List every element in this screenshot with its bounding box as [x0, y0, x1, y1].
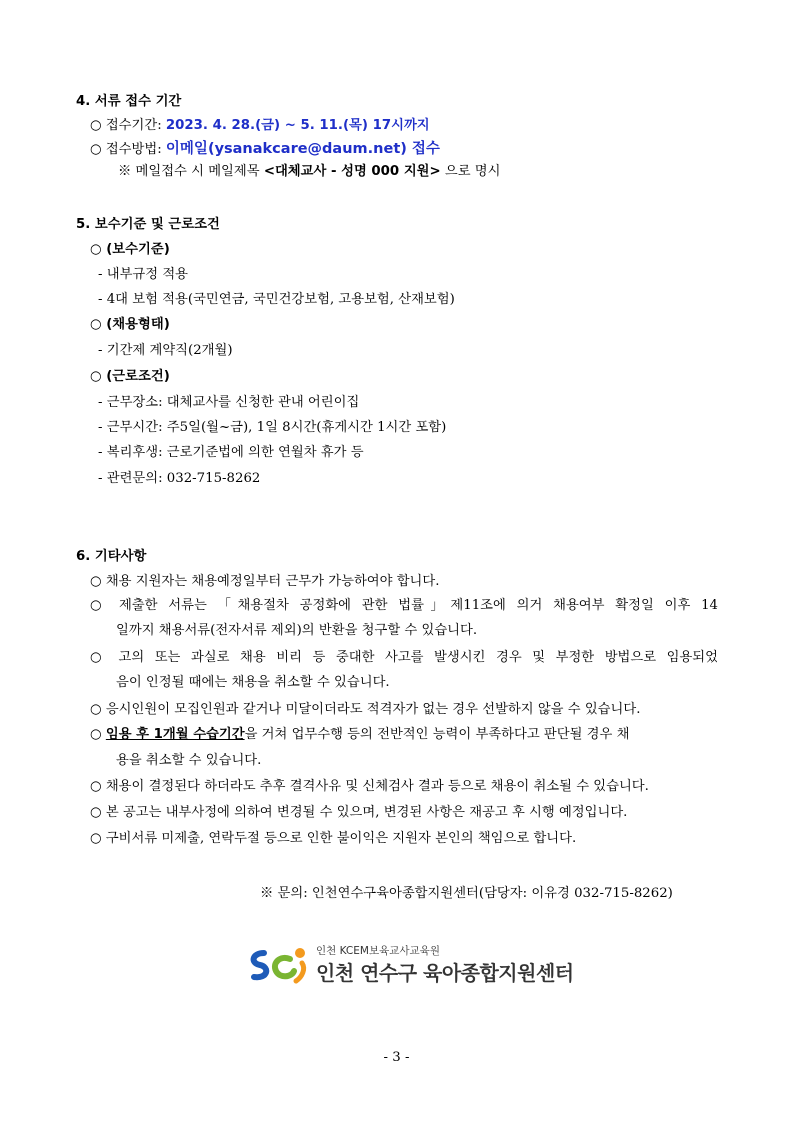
work-item: - 관련문의: 032-715-8262 — [98, 471, 261, 486]
contact-note: ※ 문의: 인천연수구육아종합지원센터(담당자: 이유경 032-715-8262) — [260, 886, 673, 901]
reception-period-label: ○ 접수기간: — [90, 118, 166, 133]
notice-item: ○ 응시인원이 모집인원과 같거나 미달이더라도 적격자가 없는 경우 선발하지 않을 수 있습니다. — [90, 702, 641, 717]
notice-item: ○ 고의 또는 과실로 채용 비리 등 중대한 사고를 발생시킨 경우 및 부정한 방법으로 임용되었 — [90, 650, 718, 665]
notice-item: ○ 구비서류 미제출, 연락두절 등으로 인한 불이익은 지원자 본인의 책임으로 합니다. — [90, 831, 577, 846]
pay-item: - 4대 보험 적용(국민연금, 국민건강보험, 고용보험, 산재보험) — [98, 292, 455, 307]
employment-type-title: ○ (채용형태) — [90, 317, 170, 332]
work-item: - 근무장소: 대체교사를 신청한 관내 어린이집 — [98, 395, 360, 410]
notice-item: ○ 채용이 결정된다 하더라도 추후 결격사유 및 신체검사 결과 등으로 채용이 취소될 수 있습니다. — [90, 779, 649, 794]
notice-bullet: ○ — [90, 727, 106, 742]
pay-item: - 내부규정 적용 — [98, 267, 189, 282]
reception-period-value: 2023. 4. 28.(금) ~ 5. 11.(목) 17시까지 — [165, 118, 430, 133]
notice-item-continuation: 일까지 채용서류(전자서류 제외)의 반환을 청구할 수 있습니다. — [116, 623, 478, 638]
reception-period — [90, 117, 430, 135]
logo-subtitle: 인천 KCEM보육교사교육원 — [316, 945, 440, 957]
email-note-subject: <대체교사 - 성명 000 지원> — [263, 164, 441, 179]
work-item: - 근무시간: 주5일(월~금), 1일 8시간(휴게시간 1시간 포함) — [98, 420, 447, 435]
probation-period: 임용 후 1개월 수습기간 — [105, 727, 245, 742]
notice-item: ○ 채용 지원자는 채용예정일부터 근무가 가능하여야 합니다. — [90, 574, 440, 589]
email-subject-note — [118, 163, 501, 181]
reception-method-label: ○ 접수방법: — [90, 142, 166, 157]
page-number: - 3 - — [383, 1050, 410, 1065]
employment-item: - 기간제 계약직(2개월) — [98, 343, 233, 358]
center-logo — [246, 943, 574, 985]
section-5-title: 5. 보수기준 및 근로조건 — [76, 217, 220, 232]
section-4-title: 4. 서류 접수 기간 — [76, 94, 182, 109]
email-note-suffix: 으로 명시 — [440, 164, 501, 179]
notice-item — [90, 726, 629, 744]
pay-standard-title: ○ (보수기준) — [90, 242, 170, 257]
reception-method — [90, 140, 440, 159]
email-note-prefix: ※ 메일접수 시 메일제목 — [118, 164, 264, 179]
reception-method-value: 이메일(ysanakcare@daum.net) 접수 — [165, 141, 440, 157]
notice-item-continuation: 음이 인정될 때에는 채용을 취소할 수 있습니다. — [116, 675, 390, 690]
notice-item: ○ 본 공고는 내부사정에 의하여 변경될 수 있으며, 변경된 사항은 재공고 후 시행 예정입니다. — [90, 805, 628, 820]
logo-mark-icon — [246, 943, 312, 985]
logo-title: 인천 연수구 육아종합지원센터 — [316, 961, 574, 985]
section-6-title: 6. 기타사항 — [76, 549, 147, 564]
notice-item: ○ 제출한 서류는 「채용절차 공정화에 관한 법률」제11조에 의거 채용여부 확정일 이후 14 — [90, 598, 718, 613]
notice-item-continuation: 용을 취소할 수 있습니다. — [116, 753, 262, 768]
notice-text: 을 거쳐 업무수행 등의 전반적인 능력이 부족하다고 판단될 경우 채 — [244, 727, 630, 742]
work-item: - 복리후생: 근로기준법에 의한 연월차 휴가 등 — [98, 445, 364, 460]
work-conditions-title: ○ (근로조건) — [90, 369, 170, 384]
